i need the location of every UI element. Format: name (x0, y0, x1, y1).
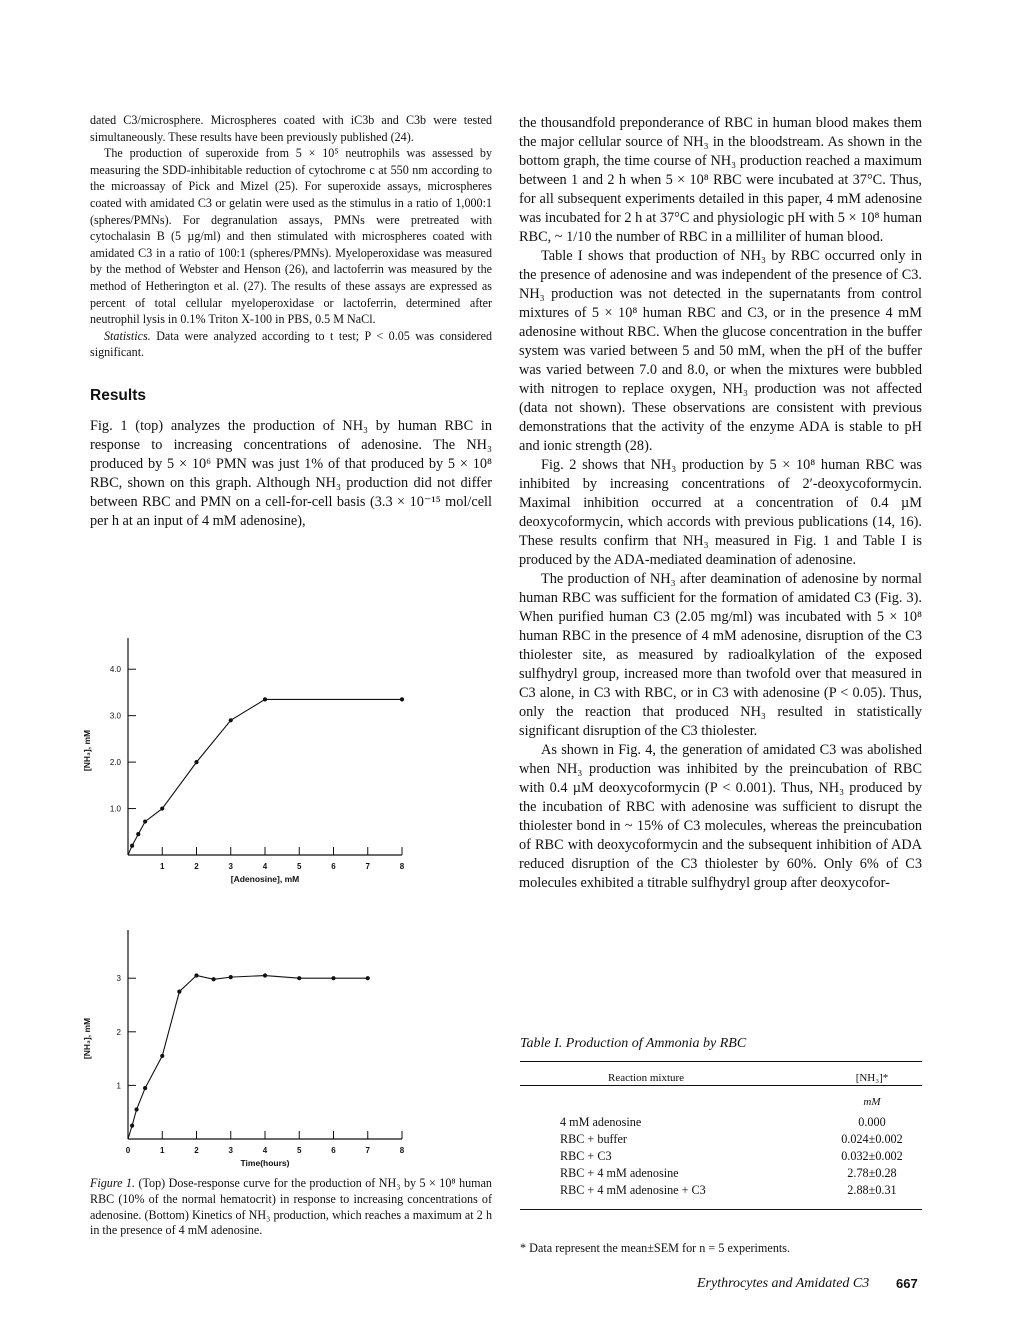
caption-label: Figure 1. (90, 1176, 135, 1190)
data-point (143, 1086, 147, 1090)
table-header-mixture: Reaction mixture (608, 1072, 685, 1084)
y-axis-label: [NH₃], mM (82, 1017, 92, 1060)
left-column (90, 112, 492, 531)
table-cell-mixture: RBC + buffer (560, 1132, 627, 1146)
x-tick-label: 2 (194, 862, 199, 871)
table-header-nh3: [NH₃]* (855, 1072, 889, 1084)
data-point (229, 718, 233, 722)
data-point (229, 975, 233, 979)
table-cell-value: 0.000 (858, 1115, 886, 1129)
series-line (128, 976, 368, 1139)
table-cell-value: 0.032±0.002 (841, 1149, 903, 1163)
y-axis-label: [NH₃], mM (82, 729, 92, 772)
table-row (520, 1182, 922, 1199)
data-point (143, 819, 147, 823)
table-unit: mM (863, 1096, 881, 1108)
x-tick-label: 6 (331, 862, 336, 871)
table-cell-mixture: 4 mM adenosine (560, 1115, 642, 1129)
data-point (194, 760, 198, 764)
table-row (520, 1131, 922, 1148)
x-tick-label: 1 (160, 862, 165, 871)
figure-1-top-chart (82, 628, 492, 890)
x-tick-label: 3 (228, 1146, 233, 1155)
x-tick-label: 1 (160, 1146, 165, 1155)
paragraph: Table I shows that production of NH₃ by RBC occurred only in the presence of adenosine and was independent of the presence of C3. NH₃ production was not detected in the supernatants from control mixtures of 5 × 10⁸ human RBC and C3, or in the presence 4 mM adenosine without RBC. When the glucose concentration in the buffer system was varied between 5 and 50 mM, when the pH of the buffer was varied between 7.0 and 8.0, or when the mixtures were bubbled with nitrogen to replace oxygen, NH₃ production was not affected (data not shown). These observations are consistent with previous demonstrations that the activity of the enzyme ADA is stable to pH and ionic strength (28). (519, 248, 922, 454)
y-tick-label: 1 (116, 1081, 121, 1091)
x-axis-label: Time(hours) (240, 1158, 290, 1168)
data-point (136, 832, 140, 836)
figure-1-bottom-chart (82, 928, 492, 1170)
table-cell-mixture: RBC + 4 mM adenosine (560, 1166, 679, 1180)
y-tick-label: 3.0 (109, 711, 121, 721)
table-title: Table I. Production of Ammonia by RBC (520, 1036, 747, 1051)
data-point (366, 976, 370, 980)
paragraph: As shown in Fig. 4, the generation of amidated C3 was abolished when NH₃ production was inhibited by the preincubation of RBC with 0.4 µM deoxycoformycin (P < 0.001). Thus, NH₃ produced by the incubation of RBC with adenosine was sufficient to disrupt the thiolester bond in ~ 15% of C3 molecules, whereas the preincubation of RBC with deoxycoformycin and the subsequent inhibition of ADA reduced disruption of the C3 thiolester by 60%. Only 6% of C3 molecules exhibited a titrable sulfhydryl group after deoxycofor- (519, 742, 922, 891)
y-tick-label: 3 (116, 974, 121, 984)
data-point (297, 976, 301, 980)
paragraph (90, 328, 492, 361)
data-point (263, 697, 267, 701)
x-tick-label: 4 (262, 862, 268, 871)
data-point (160, 1054, 164, 1058)
data-point (130, 1124, 134, 1128)
x-tick-label: 2 (194, 1146, 199, 1155)
y-tick-label: 4.0 (109, 665, 121, 675)
data-point (331, 976, 335, 980)
x-tick-label: 8 (399, 862, 405, 871)
table-cell-value: 0.024±0.002 (841, 1132, 903, 1146)
running-title: Erythrocytes and Amidated C3 (697, 1276, 870, 1291)
x-tick-label: 4 (262, 1146, 268, 1155)
x-tick-label: 8 (399, 1146, 405, 1155)
table-cell-mixture: RBC + C3 (560, 1149, 612, 1163)
table-row (520, 1148, 922, 1165)
x-tick-label: 5 (297, 1146, 302, 1155)
x-tick-label: 0 (125, 1146, 131, 1155)
y-tick-label: 1.0 (109, 804, 121, 814)
x-tick-label: 5 (297, 862, 302, 871)
table-footnote: * Data represent the mean±SEM for n = 5 experiments. (520, 1241, 791, 1255)
y-tick-label: 2.0 (109, 758, 121, 768)
x-tick-label: 7 (365, 1146, 370, 1155)
table-1 (520, 1061, 922, 1210)
x-tick-label: 7 (365, 862, 370, 871)
paragraph: the thousandfold preponderance of RBC in human blood makes them the major cellular source of NH₃ in the bloodstream. As shown in the bottom graph, the time course of NH₃ production reached a maximum between 1 and 2 h when 5 × 10⁸ RBC were incubated at 37°C. Thus, for all subsequent experiments detailed in this paper, 4 mM adenosine was incubated for 2 h at 37°C and physiologic pH with 5 × 10⁸ human RBC, ~ 1/10 the number of RBC in a milliliter of human blood. (519, 115, 922, 245)
caption-text: (Top) Dose-response curve for the production of NH₃ by 5 × 10⁸ human RBC (10% of the normal hematocrit) in response to increasing concentrations of adenosine. (Bottom) Kinetics of NH₃ production, which reaches a maximum at 2 h in the presence of 4 mM adenosine. (90, 1176, 492, 1238)
table-row (520, 1165, 922, 1182)
paragraph: The production of superoxide from 5 × 10⁵ neutrophils was assessed by measuring the SDD-inhibitable reduction of cytochrome c at 550 nm according to the microassay of Pick and Mizel (25). For superoxide assays, microspheres coated with amidated C3 or gelatin were used as the stimulus in a ratio of 1,000:1 (spheres/PMNs). For degranulation assays, PMNs were pretreated with cytochalasin B (5 µg/ml) and then stimulated with microspheres coated with amidated C3 in a ratio of 100:1 (spheres/PMNs). Myeloperoxidase was measured by the method of Webster and Henson (26), and lactoferrin was measured by the method of Hetherington et al. (27). The results of these assays are expressed as percent of total cellular myeloperoxidase or lactoferrin, determined after neutrophil lysis in 0.1% Triton X-100 in PBS, 0.5 M NaCl. (90, 146, 492, 327)
paragraph: Fig. 1 (top) analyzes the production of NH₃ by human RBC in response to increasing concentrations of adenosine. The NH₃ produced by 5 × 10⁶ PMN was just 1% of that produced by 5 × 10⁸ RBC, shown on this graph. Although NH₃ production did not differ between RBC and PMN on a cell-for-cell basis (3.3 × 10⁻¹⁵ mol/cell per h at an input of 4 mM adenosine), (90, 417, 492, 529)
y-tick-label: 2 (116, 1027, 121, 1037)
data-point (400, 697, 404, 701)
right-column (519, 114, 922, 893)
table-cell-value: 2.78±0.28 (847, 1166, 897, 1180)
data-point (134, 1107, 138, 1111)
x-tick-label: 3 (228, 862, 233, 871)
paragraph: Fig. 2 shows that NH₃ production by 5 × 10⁸ human RBC was inhibited by increasing concentrations of 2′-deoxycoformycin. Maximal inhibition occurred at a concentration of 0.4 µM deoxycoformycin, which accords with previous publications (14, 16). These results confirm that NH₃ measured in Fig. 1 and Table I is produced by the ADA-mediated deamination of adenosine. (519, 457, 922, 568)
data-point (160, 806, 164, 810)
x-axis-label: [Adenosine], mM (230, 874, 300, 884)
paragraph: dated C3/microsphere. Microspheres coated with iC3b and C3b were tested simultaneously. These results have been previously published (24). (90, 113, 492, 144)
page-number: 667 (896, 1276, 918, 1291)
statistics-label: Statistics. (104, 328, 151, 343)
table-row (520, 1114, 922, 1131)
paragraph: The production of NH₃ after deamination of adenosine by normal human RBC was sufficient for the formation of amidated C3 (Fig. 3). When purified human C3 (2.05 mg/ml) was incubated with 5 × 10⁸ human RBC in the presence of 4 mM adenosine, disruption of the C3 thiolester site, as measured by radioalkylation of the exposed sulfhydryl group, increased more than twofold over that measured in C3 alone, in C3 with RBC, or in C3 with adenosine (P < 0.05). Thus, only the reaction that produced NH₃ resulted in statistically significant disruption of the C3 thiolester. (519, 571, 922, 739)
data-point (194, 973, 198, 977)
table-cell-mixture: RBC + 4 mM adenosine + C3 (560, 1183, 706, 1197)
data-point (177, 990, 181, 994)
data-point (212, 977, 216, 981)
statistics-text: Data were analyzed according to t test; P < 0.05 was considered significant. (90, 328, 492, 360)
data-point (263, 973, 267, 977)
figure-caption (90, 1176, 492, 1239)
section-heading: Results (90, 386, 146, 404)
table-cell-value: 2.88±0.31 (847, 1183, 897, 1197)
data-point (130, 844, 134, 848)
series-line (128, 699, 402, 855)
x-tick-label: 6 (331, 1146, 336, 1155)
